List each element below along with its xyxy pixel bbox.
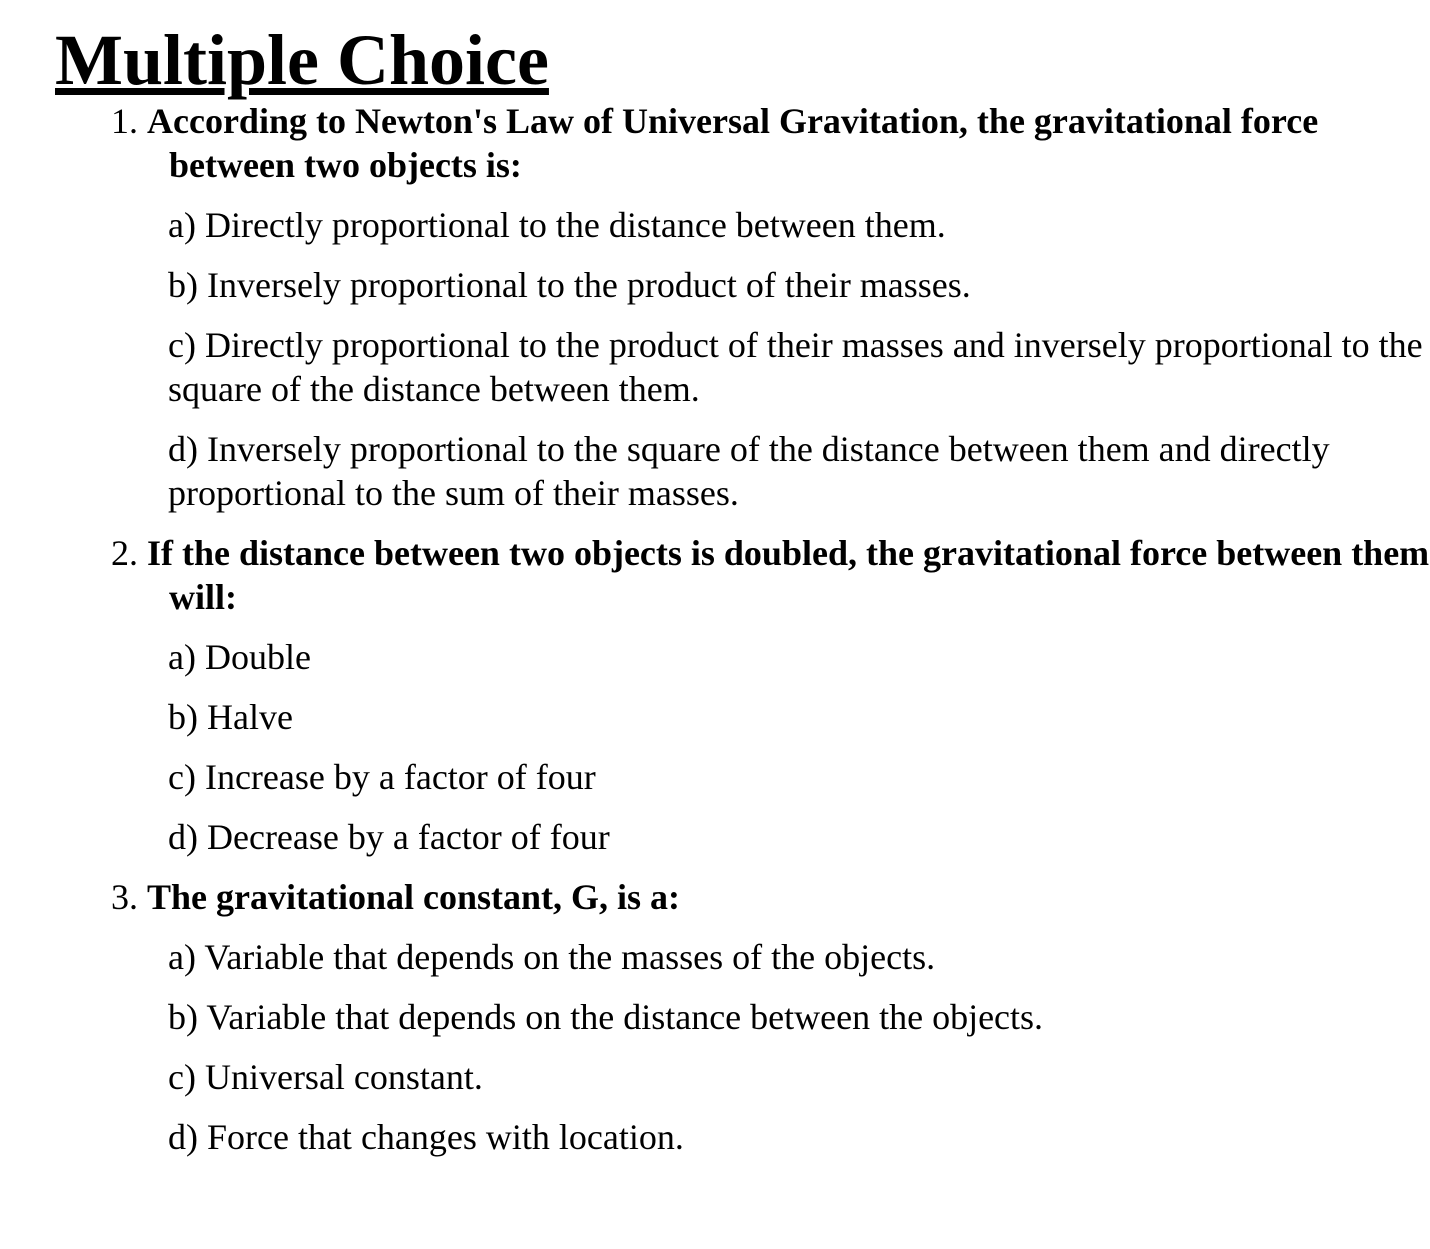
answer-option-b: b) Variable that depends on the distance between the objects. [168,997,1044,1037]
question-3 [111,875,1421,1159]
answer-option-d: d) Decrease by a factor of four [168,817,610,857]
answer-options [111,935,1421,1159]
answer-option-c: c) Directly proportional to the product of their masses and inversely proportional to the square of the distance between them. [168,325,1423,409]
answer-option-b: b) Halve [168,697,293,737]
answer-option-a: a) Variable that depends on the masses of the objects. [168,937,936,977]
question-stem [111,875,1430,919]
answer-option-a: a) Directly proportional to the distance between them. [168,205,946,245]
answer-option-c: c) Universal constant. [168,1057,483,1097]
question-text: If the distance between two objects is doubled, the gravitational force between them will: [147,533,1430,617]
question-stem [111,99,1430,187]
section-title: Multiple Choice [55,20,549,100]
question-number: 2. [111,533,138,573]
question-stem [111,531,1430,619]
answer-option-d: d) Force that changes with location. [168,1117,684,1157]
answer-option-a: a) Double [168,637,311,677]
answer-options [111,203,1421,515]
question-number: 3. [111,877,138,917]
answer-option-c: c) Increase by a factor of four [168,757,596,797]
answer-option-d: d) Inversely proportional to the square of the distance between them and directly proportional to the sum of their masses. [168,429,1330,513]
answer-option-b: b) Inversely proportional to the product of their masses. [168,265,971,305]
question-number: 1. [111,101,138,141]
question-text: According to Newton's Law of Universal Gravitation, the gravitational force between two objects is: [147,101,1319,185]
question-2 [111,531,1430,859]
question-1 [111,99,1421,515]
question-text: The gravitational constant, G, is a: [147,877,681,917]
answer-options [111,635,1421,859]
